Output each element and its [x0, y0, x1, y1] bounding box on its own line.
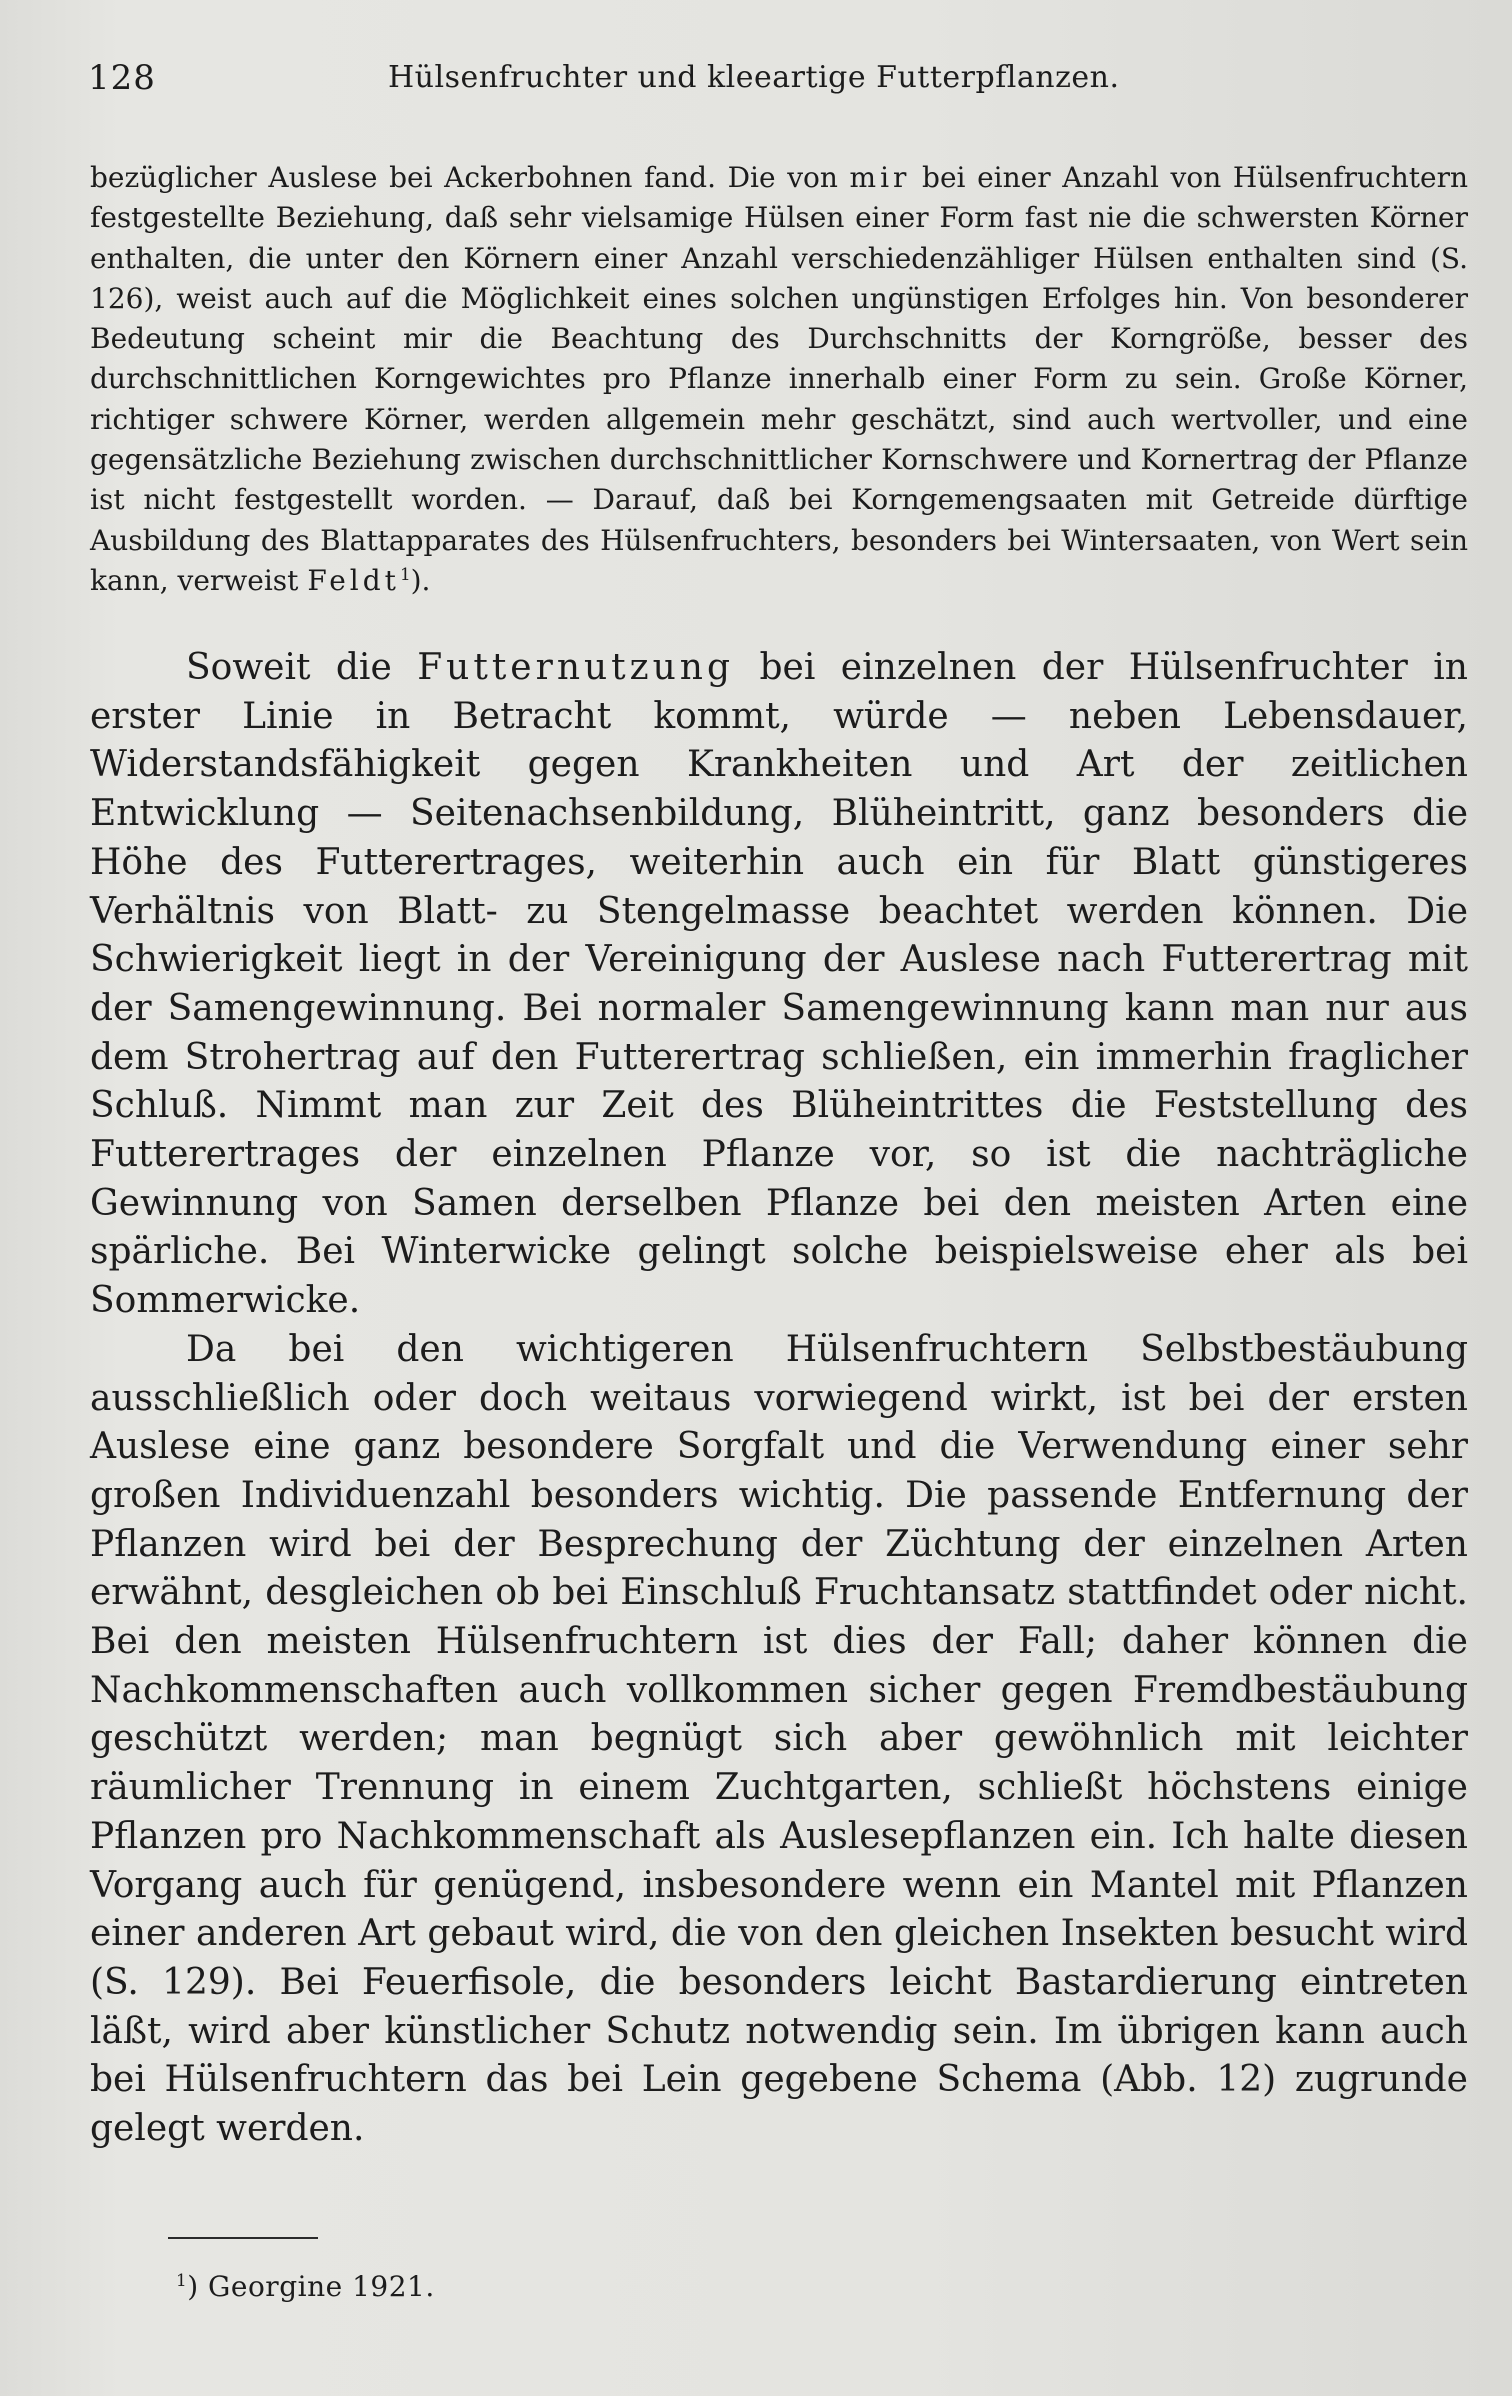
paragraph-text: bezüglicher Auslese bei Ackerbohnen fand. Die von — [90, 161, 850, 194]
footnote-text: ) Georgine 1921. — [187, 2270, 435, 2303]
page-header — [88, 58, 1468, 108]
footnote-reference: 1 — [399, 563, 411, 584]
author-name: Feldt — [307, 563, 400, 597]
paragraph-text: Soweit die — [186, 647, 418, 688]
emphasized-word: Futternutzung — [417, 647, 735, 688]
paragraph-continued — [90, 158, 1468, 601]
running-head: Hülsenfruchter und kleeartige Futterpflanzen. — [388, 60, 1120, 95]
emphasized-word: mir — [849, 161, 911, 194]
paragraph-text: bei einer Anzahl von Hülsenfruchtern festgestellte Beziehung, daß sehr vielsamige Hülsen einer Form fast nie die schwersten Körner enthalten, die unter den Körnern einer Anzahl verschiedenzähliger Hülsen enthalten sind (S. 126), weist auch auf die Möglichkeit eines solchen ungünstigen Erfolges hin. Von besonderer Bedeutung scheint mir die Beachtung des Durchschnitts der Korngröße, besser des durchschnittlichen Korngewichtes pro Pflanze innerhalb einer Form zu sein. Große Körner, richtiger schwere Körner, werden allgemein mehr geschätzt, sind auch wertvoller, und eine gegensätzliche Beziehung zwischen durchschnittlicher Kornschwere und Kornertrag der Pflanze ist nicht festgestellt worden. — Darauf, daß bei Korngemengsaaten mit Getreide dürftige Ausbildung des Blattapparates des Hülsenfruchters, besonders bei Wintersaaten, von Wert sein kann, verweist — [90, 161, 1468, 597]
footnote-divider — [168, 2237, 318, 2239]
footnote — [176, 2270, 435, 2303]
body-text-large — [90, 644, 1468, 2154]
page-number: 128 — [88, 58, 156, 98]
paragraph-selbstbestaeubung: Da bei den wichtigeren Hülsenfruchtern Selbstbestäubung ausschließlich oder doch weitaus vorwiegend wirkt, ist bei der ersten Auslese eine ganz besondere Sorgfalt und die Verwendung einer sehr großen Individuenzahl besonders wichtig. Die passende Entfernung der Pflanzen wird bei der Besprechung der Züchtung der einzelnen Arten erwähnt, desgleichen ob bei Einschluß Fruchtansatz stattfindet oder nicht. Bei den meisten Hülsenfruchtern ist dies der Fall; daher können die Nachkommenschaften auch vollkommen sicher gegen Fremdbestäubung geschützt werden; man begnügt sich aber gewöhnlich mit leichter räumlicher Trennung in einem Zuchtgarten, schließt höchstens einige Pflanzen pro Nachkommenschaft als Auslesepflanzen ein. Ich halte diesen Vorgang auch für genügend, insbesondere wenn ein Mantel mit Pflanzen einer anderen Art gebaut wird, die von den gleichen Insekten besucht wird (S. 129). Bei Feuerfisole, die besonders leicht Bastardierung eintreten läßt, wird aber künstlicher Schutz notwendig sein. Im übrigen kann auch bei Hülsenfruchtern das bei Lein gegebene Schema (Abb. 12) zugrunde gelegt werden. — [90, 1328, 1468, 2150]
paragraph-text: ). — [410, 563, 431, 597]
paragraph-futternutzung — [90, 644, 1468, 1326]
footnote-mark: 1 — [176, 2269, 188, 2290]
paragraph-text: bei einzelnen der Hülsenfruchter in erster Linie in Betracht kommt, würde — neben Lebensdauer, Widerstandsfähigkeit gegen Krankheiten und Art der zeitlichen Entwicklung — Seitenachsenbildung, Blüheintritt, ganz besonders die Höhe des Futterertrages, weiterhin auch ein für Blatt günstigeres Verhältnis von Blatt- zu Stengelmasse beachtet werden können. Die Schwierigkeit liegt in der Vereinigung der Auslese nach Futterertrag mit der Samengewinnung. Bei normaler Samengewinnung kann man nur aus dem Strohertrag auf den Futterertrag schließen, ein immerhin fraglicher Schluß. Nimmt man zur Zeit des Blüheintrittes die Feststellung des Futterertrages der einzelnen Pflanze vor, so ist die nachträgliche Gewinnung von Samen derselben Pflanze bei den meisten Arten eine spärliche. Bei Winterwicke gelingt solche beispielsweise eher als bei Sommerwicke. — [90, 647, 1468, 1322]
body-text-small — [90, 158, 1468, 601]
